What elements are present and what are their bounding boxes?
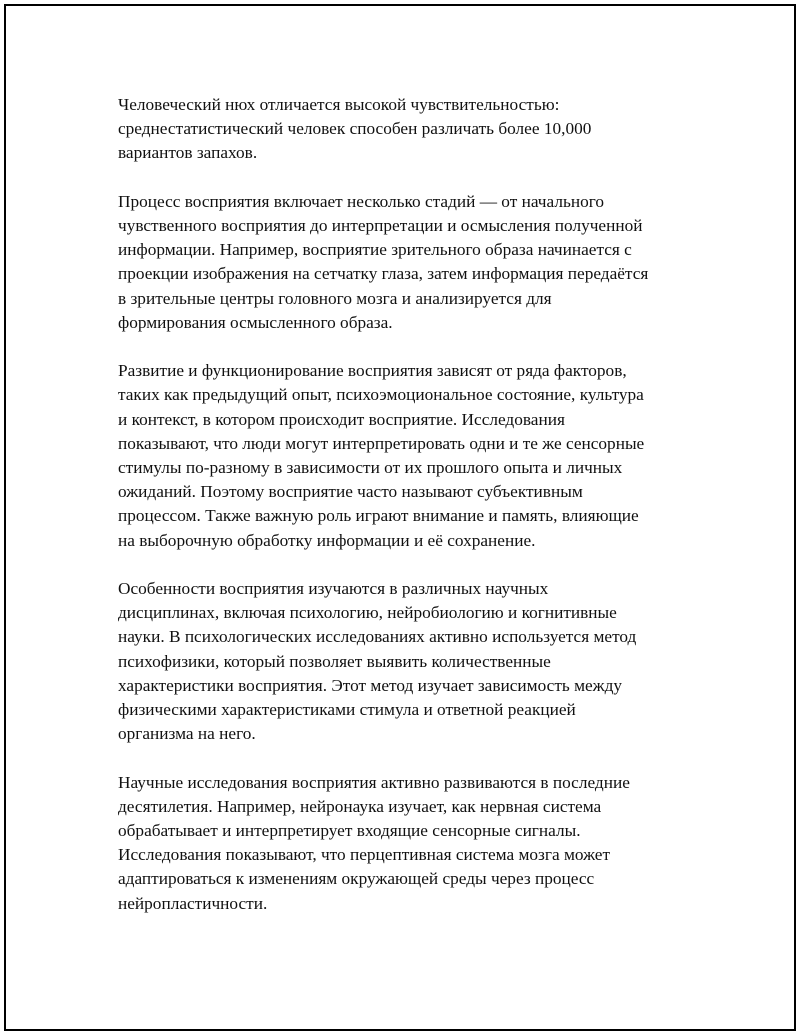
text-line: информации. Например, восприятие зрительного образа начинается с [118, 240, 632, 260]
text-line: ожиданий. Поэтому восприятие часто называют субъективным [118, 482, 583, 502]
text-line: десятилетия. Например, нейронаука изучает, как нервная система [118, 796, 602, 816]
text-line: проекции изображения на сетчатку глаза, затем информация передаётся [118, 264, 649, 284]
text-line: формирования осмысленного образа. [118, 312, 393, 332]
text-line: характеристики восприятия. Этот метод изучает зависимость между [118, 675, 623, 695]
text-line: среднестатистический человек способен различать более 10,000 [118, 119, 592, 139]
paragraph-1 [118, 93, 718, 166]
text-line: Исследования показывают, что перцептивная система мозга может [118, 845, 611, 865]
text-line: процессом. Также важную роль играют внимание и память, влияющие [118, 506, 639, 526]
text-line: психофизики, который позволяет выявить количественные [118, 651, 551, 671]
text-line: в зрительные центры головного мозга и анализируется для [118, 288, 552, 308]
paragraph-3 [118, 359, 718, 553]
text-line: науки. В психологических исследованиях активно используется метод [118, 627, 637, 647]
text-line: Человеческий нюх отличается высокой чувствительностью: [118, 95, 560, 114]
text-line: чувственного восприятия до интерпретации и осмысления полученной [118, 216, 643, 235]
paragraph-2 [118, 190, 718, 335]
text-line: на выборочную обработку информации и её сохранение. [118, 530, 536, 550]
text-line: стимулы по-разному в зависимости от их прошлого опыта и личных [118, 458, 623, 478]
text-line: Развитие и функционирование восприятия зависят от ряда факторов, [118, 361, 627, 381]
text-line: дисциплинах, включая психологию, нейробиологию и когнитивные [118, 603, 617, 623]
text-line: обрабатывает и интерпретирует входящие сенсорные сигналы. [118, 821, 581, 841]
text-line: Особенности восприятия изучаются в различных научных [118, 579, 549, 599]
text-line: показывают, что люди могут интерпретировать одни и те же сенсорные [118, 433, 645, 453]
text-line: таких как предыдущий опыт, психоэмоциональное состояние, культура [118, 385, 644, 405]
text-line: вариантов запахов. [118, 143, 258, 163]
text-line: Процесс восприятия включает несколько стадий — от начального [118, 191, 605, 211]
text-line: организма на него. [118, 724, 256, 744]
paragraph-4 [118, 577, 718, 746]
paragraph-5 [118, 771, 718, 916]
text-line: физическими характеристиками стимула и ответной реакцией [118, 700, 576, 720]
text-line: адаптироваться к изменениям окружающей среды через процесс [118, 869, 595, 889]
text-line: нейропластичности. [118, 893, 268, 913]
text-line: Научные исследования восприятия активно развиваются в последние [118, 772, 630, 792]
document-body [118, 93, 718, 940]
text-line: и контекст, в котором происходит восприятие. Исследования [118, 409, 565, 429]
